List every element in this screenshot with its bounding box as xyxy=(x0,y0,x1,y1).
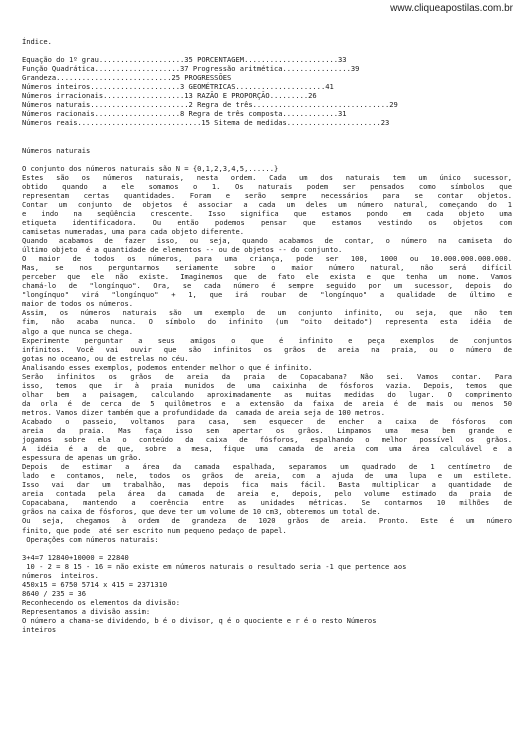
text-line: areia contada pela área da camada de areia e, depois, pelo volume estimado da praia de xyxy=(22,489,512,499)
toc-entry: Grandeza...........................25 PROGRESSÕES xyxy=(22,73,232,83)
spacer xyxy=(22,46,512,55)
text-line: obtido quando a ele somamos o 1. Os naturais podem ser pensados como símbolos que xyxy=(22,181,512,191)
text-line: Experimente perguntar a seus amigos o que é infinito e peça exemplos de conjuntos xyxy=(22,335,512,345)
operation-line: números inteiros. xyxy=(22,570,99,580)
operation-line: Reconhecendo os elementos da divisão: xyxy=(22,597,181,607)
text-line: último objeto é a quantidade de elementos -- ou de objetos -- do conjunto. xyxy=(22,245,343,255)
text-line: Assim, os números naturais são um exemplo de um conjunto infinito, ou seja, que não tem xyxy=(22,308,512,318)
text-line: perceber que ele não existe. Imaginemos que de fato ele exista e que tenha um nome. Vamos xyxy=(22,272,512,282)
spacer xyxy=(22,127,512,136)
text-line: lado e contamos, nele, todos os grãos de areia, com a ajuda de uma lupa e um estilete. xyxy=(22,471,512,481)
spacer xyxy=(22,544,512,553)
text-line: chamá-lo de "longínquo". Ora, se cada número é sempre seguido por um sucessor, depois do xyxy=(22,281,512,291)
text-line: finito, que pode até ser escrito num pequeno pedaço de papel. xyxy=(22,525,287,535)
operations-list xyxy=(22,553,512,634)
text-line: Depois de estimar a área da camada espalhada, separamos um quadrado de 1 centímetro de xyxy=(22,462,512,472)
toc-entry: Números inteiros.....................3 GEOMÉTRICAS.....................41 xyxy=(22,82,334,92)
toc-entry: Números reais.............................15 Sitema de medidas......................23 xyxy=(22,118,390,128)
document-body xyxy=(22,37,512,634)
operation-line: 10 - 2 = 8 15 - 16 = não existe em números naturais o resultado seria -1 que pertence aos xyxy=(22,561,407,571)
text-line: Analisando esses exemplos, podemos entender melhor o que é infinito. xyxy=(22,362,313,372)
operation-line: Representamos a divisão assim: xyxy=(22,606,151,616)
text-line: isso, temos que ir à praia munidos de uma caixinha de fósforos vazia. Depois, temos que xyxy=(22,380,512,390)
text-line: O conjunto dos números naturais são N = {0,1,2,3,4,5,......} xyxy=(22,163,279,173)
operation-line: 8640 / 235 = 36 xyxy=(22,588,87,598)
text-line: Contar um conjunto de objetos é associar a cada um deles um número natural, começando do 1 xyxy=(22,199,512,209)
text-line: "longínquo" virá "longínquo" + 1, que irá roubar de "longínquo" a qualidade de último e xyxy=(22,290,512,300)
operation-line: 450x15 = 6750 5714 x 415 = 2371310 xyxy=(22,579,168,589)
text-line: Isso vai dar um trabalhão, mas depois fica mais fácil. Basta multiplicar a quantidade de xyxy=(22,480,512,490)
text-line: infinitos. Você vai ouvir que são infinitos os grãos de areia na praia, ou o número de xyxy=(22,344,512,354)
text-line: A idéia é a de que, sobre a mesa, fique uma camada de areia com uma área calculável e a xyxy=(22,444,512,454)
text-line: olhar bem a paisagem, calculando aproximadamente as muitas medidas do lugar. O comprimento xyxy=(22,389,512,399)
text-line: areia da praia. Mas faça isso sem apertar os grãos. Limpamos uma mesa bem grande e xyxy=(22,426,512,436)
section-text xyxy=(22,164,512,544)
text-line: Acabado o passeio, voltamos para casa, sem esquecer de encher a caixa de fósforos com xyxy=(22,416,512,426)
text-line: representam certas quantidades. Foram e serão sempre necessários para se contar objetos. xyxy=(22,190,512,200)
text-line: gotas no oceano, ou de estrelas no céu. xyxy=(22,353,189,363)
text-line: etiqueta identificadora. Ou então podemos pensar que estamos vestindo os objetos com xyxy=(22,217,512,227)
text-line: maior de todos os números. xyxy=(22,299,134,309)
text-line: algo a que nunca se chega. xyxy=(22,326,134,336)
table-of-contents xyxy=(22,55,512,127)
text-line: e indo na seqüência crescente. Isso significa que estamos pondo em cada objeto uma xyxy=(22,208,512,218)
text-line: Operações com números naturais: xyxy=(22,534,159,544)
text-line: espessura de apenas um grão. xyxy=(22,453,142,463)
text-line: Copacabana, mantendo a coerência entre as unidades métricas. Se contarmos 10 milhões de xyxy=(22,498,512,508)
text-line: fim, não acaba nunca. O símbolo do infinito (um "oito deitado") representa esta idéia de xyxy=(22,317,512,327)
text-line: jogamos sobre ela o conteúdo da caixa de fósforos, espalhando o melhor possível os grãos. xyxy=(22,435,512,445)
toc-entry: Números racionais....................8 Regra de três composta.............31 xyxy=(22,109,347,119)
text-line: Mas, se nos perguntarmos seriamente sobre o maior número natural, não será difícil xyxy=(22,263,512,273)
spacer xyxy=(22,155,512,164)
index-title: Índice. xyxy=(22,37,52,46)
text-line: O maior de todos os números, para uma criança, pode ser 100, 1000 ou 10.000.000.000.000. xyxy=(22,254,512,264)
operation-line: inteiros xyxy=(22,625,57,635)
toc-entry: Função Quadrática....................37 Progressão aritmética................39 xyxy=(22,64,360,74)
site-url-header[interactable]: www.cliqueapostilas.com.br xyxy=(390,3,513,14)
operation-line: O número a chama-se dividendo, b é o divisor, q é o quociente e r é o resto Números xyxy=(22,616,377,625)
text-line: Quando acabamos de fazer isso, ou seja, quando acabamos de contar, o número na camiseta do xyxy=(22,236,512,246)
text-line: metros. Vamos dizer também que a profundidade da camada de areia seja de 100 metros. xyxy=(22,407,386,417)
toc-entry: Equação do 1º grau....................35 PORCENTAGEM......................33 xyxy=(22,55,347,65)
text-line: da orla é de cerca de 5 quilômetros e a extensão da faixa de areia é de mais ou menos 50 xyxy=(22,398,512,408)
toc-entry: Números irracionais...................13 RAZÃO E PROPORÇÃO.........26 xyxy=(22,91,317,101)
toc-entry: Números naturais.......................2 Regra de três................................29 xyxy=(22,100,398,110)
operation-line: 3+4=7 12840+10000 = 22840 xyxy=(22,552,129,562)
text-line: Serão infinitos os grãos de areia da praia de Copacabana? Não sei. Vamos contar. Para xyxy=(22,371,512,381)
text-line: camisetas numeradas, uma para cada objeto diferente. xyxy=(22,226,245,236)
text-line: Ou seja, chegamos à ordem de grandeza de 1020 grãos de areia. Pronto. Este é um número xyxy=(22,516,512,526)
text-line: grãos na caixa de fósforos, que deve ter um volume de 10 cm3, obteremos um total de. xyxy=(22,507,381,517)
spacer xyxy=(22,137,512,146)
section-title: Números naturais xyxy=(22,145,91,155)
text-line: Estes são os números naturais, nesta ordem. Cada um dos naturais tem um único sucessor, xyxy=(22,172,512,182)
